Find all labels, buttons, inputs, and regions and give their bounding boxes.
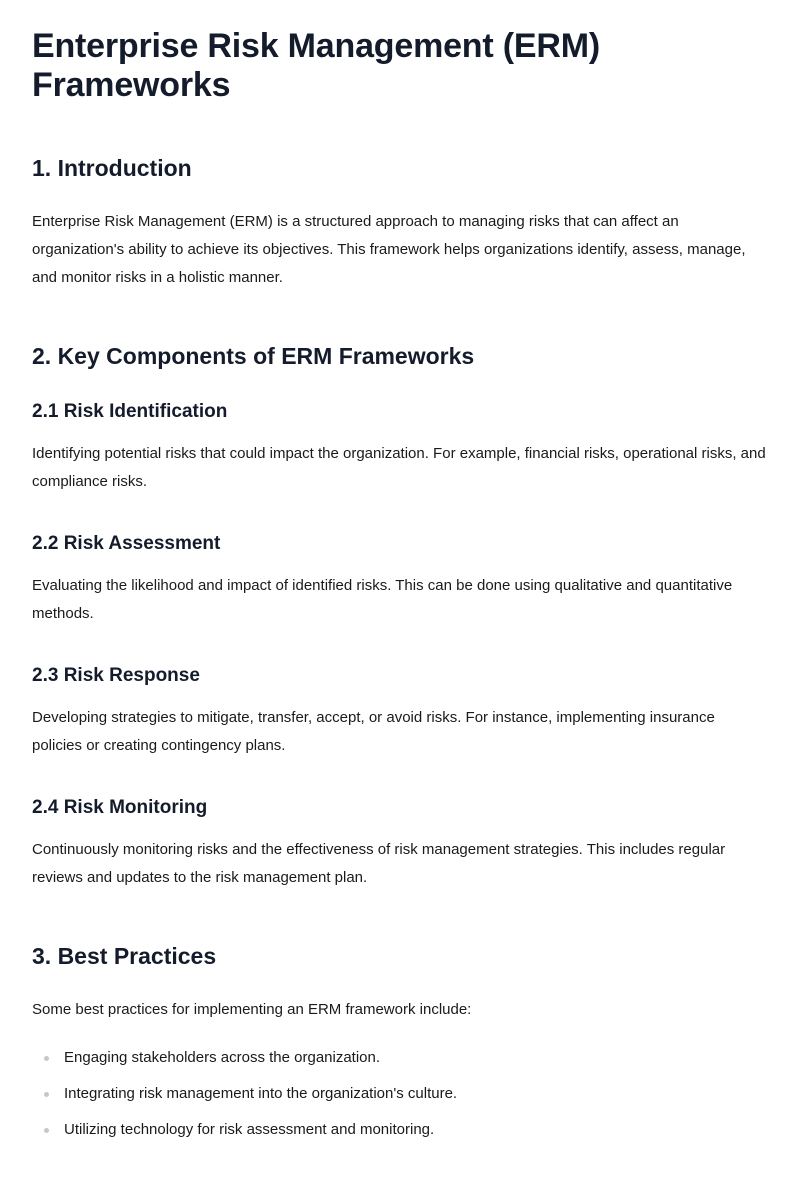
subsection-heading-risk-response: 2.3 Risk Response xyxy=(32,665,200,686)
subsection-heading-risk-assessment: 2.2 Risk Assessment xyxy=(32,533,221,554)
bullet-icon xyxy=(44,1128,49,1133)
list-item-text: Integrating risk management into the organization's culture. xyxy=(64,1085,458,1102)
section-heading-introduction: 1. Introduction xyxy=(32,155,192,181)
page-title: Enterprise Risk Management (ERM) Frameworks xyxy=(32,27,600,104)
bullet-icon xyxy=(44,1056,49,1061)
subsection-heading-risk-monitoring: 2.4 Risk Monitoring xyxy=(32,797,208,818)
section-heading-key-components: 2. Key Components of ERM Frameworks xyxy=(32,343,475,369)
subsection-heading-risk-identification: 2.1 Risk Identification xyxy=(32,401,228,422)
list-item xyxy=(32,1040,768,1076)
list-item-text: Engaging stakeholders across the organization. xyxy=(64,1049,381,1066)
best-practices-intro: Some best practices for implementing an ERM framework include: xyxy=(32,1001,472,1018)
list-item xyxy=(32,1112,768,1148)
risk-identification-paragraph: Identifying potential risks that could impact the organization. For example, financial risks, operational risks, and compliance risks. xyxy=(32,445,766,490)
bullet-icon xyxy=(44,1092,49,1097)
introduction-paragraph: Enterprise Risk Management (ERM) is a structured approach to managing risks that can affect an organization's ability to achieve its objectives. This framework helps organizations identify, assess, manage, and monitor risks in a holistic manner. xyxy=(32,213,746,286)
risk-assessment-paragraph: Evaluating the likelihood and impact of identified risks. This can be done using qualitative and quantitative methods. xyxy=(32,577,733,622)
best-practices-list xyxy=(32,1040,768,1148)
risk-monitoring-paragraph: Continuously monitoring risks and the effectiveness of risk management strategies. This includes regular reviews and updates to the risk management plan. xyxy=(32,841,726,886)
list-item xyxy=(32,1076,768,1112)
risk-response-paragraph: Developing strategies to mitigate, transfer, accept, or avoid risks. For instance, implementing insurance policies or creating contingency plans. xyxy=(32,709,715,754)
section-heading-best-practices: 3. Best Practices xyxy=(32,943,217,969)
list-item-text: Utilizing technology for risk assessment and monitoring. xyxy=(64,1121,435,1138)
